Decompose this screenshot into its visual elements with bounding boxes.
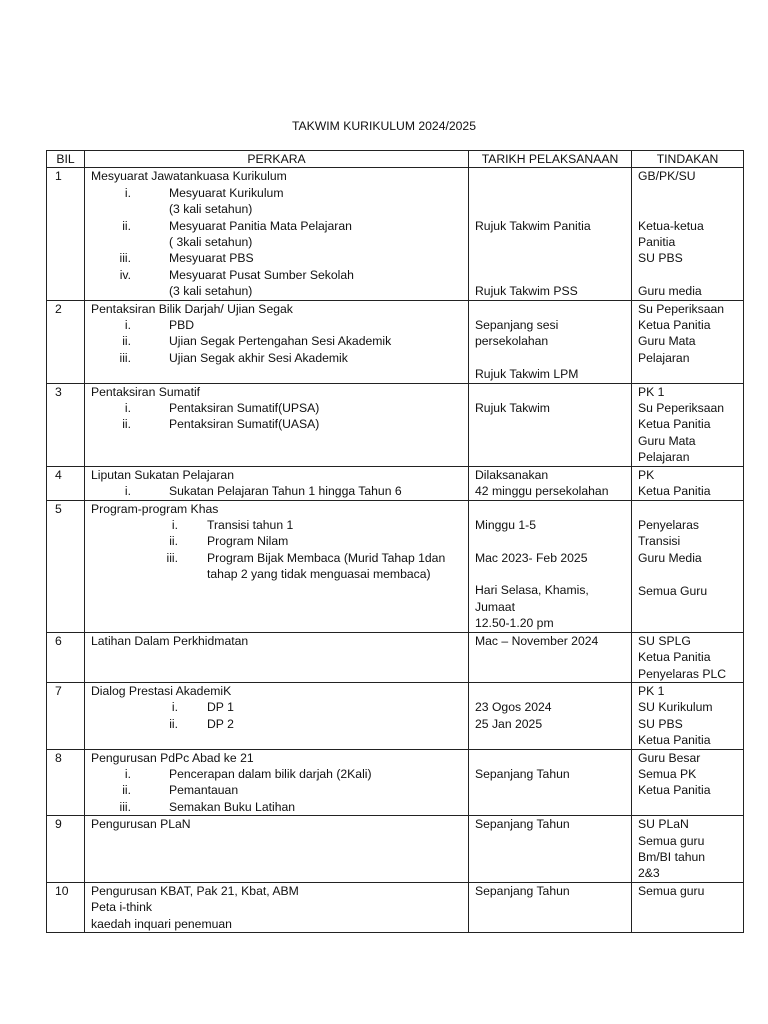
tarikh-line	[475, 234, 625, 250]
tarikh-line: 25 Jan 2025	[475, 716, 543, 731]
tarikh-cell	[469, 300, 632, 383]
tindakan-line: Ketua Panitia	[638, 417, 711, 432]
table-body	[47, 168, 744, 933]
tarikh-cell	[469, 882, 632, 932]
subitem-text: Mesyuarat PBS	[169, 251, 254, 266]
tarikh-line	[475, 683, 625, 699]
subitem-number: i.	[171, 517, 178, 532]
perkara-cell	[85, 632, 469, 682]
perkara-subitem	[91, 400, 462, 416]
perkara-heading: Pengurusan PLaN	[91, 817, 191, 832]
tarikh-line	[475, 301, 625, 317]
tindakan-cell	[632, 882, 744, 932]
perkara-subitem	[91, 716, 462, 732]
tindakan-cell	[632, 466, 744, 500]
tindakan-line: Ketua Panitia	[638, 650, 711, 665]
subitem-text: Program Nilam	[207, 534, 289, 549]
tindakan-line: Semua guru	[638, 833, 705, 848]
tindakan-line: Guru Media	[638, 550, 702, 565]
subitem-text: Transisi tahun 1	[207, 517, 294, 532]
subitem-text: Mesyuarat Kurikulum	[169, 185, 284, 200]
tarikh-line: Jumaat	[475, 599, 515, 614]
tindakan-line: SU PBS	[638, 251, 683, 266]
header-bil: BIL	[47, 151, 85, 168]
tarikh-cell	[469, 816, 632, 883]
table-row	[47, 816, 744, 883]
tindakan-line: Ketua-ketua	[638, 218, 704, 233]
subitem-text: Mesyuarat Panitia Mata Pelajaran	[169, 218, 352, 233]
subitem-text: ( 3kali setahun)	[169, 235, 253, 250]
tarikh-line	[475, 201, 625, 217]
tarikh-line: Rujuk Takwim Panitia	[475, 218, 591, 233]
tindakan-line: Guru media	[638, 284, 702, 299]
subitem-number: ii.	[169, 716, 178, 731]
tindakan-cell	[632, 300, 744, 383]
tindakan-line: Pelajaran	[638, 450, 690, 465]
tarikh-line: Sepanjang Tahun	[475, 766, 570, 781]
perkara-subitem	[91, 550, 462, 583]
perkara-subitem	[91, 699, 462, 715]
tarikh-cell	[469, 383, 632, 466]
tindakan-line: Semua PK	[638, 766, 697, 781]
bil-cell: 7	[47, 682, 85, 749]
perkara-cell	[85, 168, 469, 300]
perkara-heading: Pentaksiran Bilik Darjah/ Ujian Segak	[91, 301, 293, 316]
tindakan-line: Su Peperiksaan	[638, 301, 725, 316]
tarikh-line: Sepanjang sesi	[475, 318, 559, 333]
table-row	[47, 882, 744, 932]
tindakan-cell	[632, 168, 744, 300]
perkara-subitem	[91, 350, 462, 366]
tarikh-cell	[469, 682, 632, 749]
tindakan-line: Semua Guru	[638, 583, 708, 598]
tarikh-line	[475, 267, 625, 283]
subitem-text: (3 kali setahun)	[169, 284, 253, 299]
tindakan-cell	[632, 749, 744, 816]
tarikh-cell	[469, 168, 632, 300]
perkara-subitem	[91, 317, 462, 333]
subitem-text: Pentaksiran Sumatif(UASA)	[169, 417, 320, 432]
perkara-heading: Dialog Prestasi AkademiK	[91, 683, 232, 698]
tarikh-line: 23 Ogos 2024	[475, 700, 552, 715]
tindakan-line: Guru Mata	[638, 433, 696, 448]
subitem-number: iii.	[166, 550, 178, 565]
tarikh-line	[475, 750, 625, 766]
table-row	[47, 749, 744, 816]
subitem-number: ii.	[122, 218, 131, 233]
perkara-subitem	[91, 766, 462, 782]
header-perkara: PERKARA	[85, 151, 469, 168]
tarikh-line: Sepanjang Tahun	[475, 883, 570, 898]
tindakan-cell	[632, 383, 744, 466]
tindakan-cell	[632, 682, 744, 749]
perkara-cell	[85, 466, 469, 500]
perkara-subitem	[91, 267, 462, 283]
bil-cell: 3	[47, 383, 85, 466]
perkara-heading: Program-program Khas	[91, 501, 219, 516]
subitem-text: (3 kali setahun)	[169, 202, 253, 217]
tindakan-line: Ketua Panitia	[638, 783, 711, 798]
perkara-heading: Liputan Sukatan Pelajaran	[91, 467, 234, 482]
subitem-number: ii.	[122, 417, 131, 432]
tindakan-line	[638, 501, 737, 517]
perkara-heading: kaedah inquari penemuan	[91, 916, 232, 931]
subitem-number: i.	[171, 700, 178, 715]
tindakan-line: PK	[638, 467, 655, 482]
tarikh-line: Rujuk Takwim	[475, 401, 550, 416]
tarikh-line	[475, 501, 625, 517]
perkara-subitem	[91, 218, 462, 234]
perkara-subitem	[91, 283, 462, 299]
tindakan-line: Penyelaras	[638, 517, 699, 532]
tarikh-line	[475, 384, 625, 400]
tindakan-line: SU SPLG	[638, 633, 691, 648]
subitem-text: PBD	[169, 318, 195, 333]
perkara-cell	[85, 383, 469, 466]
bil-cell: 4	[47, 466, 85, 500]
tarikh-line: persekolahan	[475, 334, 549, 349]
tarikh-cell	[469, 500, 632, 632]
perkara-cell	[85, 682, 469, 749]
tindakan-line: Pelajaran	[638, 350, 690, 365]
subitem-number: iii.	[119, 350, 131, 365]
tindakan-line: Transisi	[638, 534, 681, 549]
tarikh-line	[475, 185, 625, 201]
subitem-number: iii.	[119, 251, 131, 266]
table-row	[47, 632, 744, 682]
perkara-heading: Pengurusan PdPc Abad ke 21	[91, 750, 254, 765]
subitem-number: ii.	[122, 334, 131, 349]
perkara-cell	[85, 300, 469, 383]
tarikh-line	[475, 168, 625, 184]
subitem-number: iii.	[119, 799, 131, 814]
table-row	[47, 500, 744, 632]
subitem-number	[101, 234, 131, 250]
tarikh-cell	[469, 632, 632, 682]
table-row	[47, 168, 744, 300]
tindakan-line: Ketua Panitia	[638, 484, 711, 499]
tindakan-line: Guru Mata	[638, 334, 696, 349]
tindakan-line: Su Peperiksaan	[638, 401, 725, 416]
tindakan-line: 2&3	[638, 866, 660, 881]
subitem-text: Mesyuarat Pusat Sumber Sekolah	[169, 267, 354, 282]
tarikh-line	[475, 533, 625, 549]
bil-cell: 5	[47, 500, 85, 632]
tindakan-line: PK 1	[638, 384, 665, 399]
perkara-cell	[85, 749, 469, 816]
tindakan-line: Ketua Panitia	[638, 733, 711, 748]
subitem-number: ii.	[122, 783, 131, 798]
table-row	[47, 383, 744, 466]
subitem-number: i.	[124, 766, 131, 781]
perkara-cell	[85, 816, 469, 883]
perkara-subitem	[91, 416, 462, 432]
perkara-cell	[85, 500, 469, 632]
bil-cell: 6	[47, 632, 85, 682]
perkara-heading: Mesyuarat Jawatankuasa Kurikulum	[91, 169, 287, 184]
perkara-heading: Latihan Dalam Perkhidmatan	[91, 633, 249, 648]
tarikh-line: Mac – November 2024	[475, 633, 599, 648]
tindakan-line: Ketua Panitia	[638, 318, 711, 333]
tindakan-line: GB/PK/SU	[638, 169, 696, 184]
tindakan-cell	[632, 632, 744, 682]
document-title: TAKWIM KURIKULUM 2024/2025	[291, 119, 476, 133]
perkara-subitem	[91, 234, 462, 250]
subitem-text: Pencerapan dalam bilik darjah (2Kali)	[169, 766, 372, 781]
tindakan-line: SU Kurikulum	[638, 700, 713, 715]
perkara-subitem	[91, 483, 462, 499]
tarikh-line: Hari Selasa, Khamis,	[475, 583, 589, 598]
subitem-number: i.	[124, 484, 131, 499]
perkara-heading: Pengurusan KBAT, Pak 21, Kbat, ABM	[91, 883, 299, 898]
tarikh-line: Dilaksanakan	[475, 467, 549, 482]
bil-cell: 1	[47, 168, 85, 300]
subitem-text: Pentaksiran Sumatif(UPSA)	[169, 401, 320, 416]
subitem-text: Ujian Segak akhir Sesi Akademik	[169, 350, 348, 365]
tarikh-line: 12.50-1.20 pm	[475, 616, 554, 631]
bil-cell: 10	[47, 882, 85, 932]
subitem-text: Sukatan Pelajaran Tahun 1 hingga Tahun 6	[169, 484, 402, 499]
subitem-number: i.	[124, 185, 131, 200]
tarikh-line	[475, 566, 625, 582]
table-header-row	[47, 151, 744, 168]
tindakan-cell	[632, 500, 744, 632]
perkara-subitem	[91, 185, 462, 201]
tarikh-cell	[469, 466, 632, 500]
tarikh-cell	[469, 749, 632, 816]
perkara-subitem	[91, 533, 462, 549]
subitem-text: DP 2	[207, 716, 234, 731]
tarikh-line: Mac 2023- Feb 2025	[475, 550, 588, 565]
bil-cell: 8	[47, 749, 85, 816]
tarikh-line	[475, 250, 625, 266]
perkara-subitem	[91, 799, 462, 815]
subitem-number	[101, 283, 131, 299]
bil-cell: 2	[47, 300, 85, 383]
subitem-number: i.	[124, 318, 131, 333]
subitem-number: i.	[124, 401, 131, 416]
subitem-text: DP 1	[207, 700, 234, 715]
subitem-number: iv.	[119, 267, 131, 282]
subitem-text: Pemantauan	[169, 783, 239, 798]
subitem-text: Semakan Buku Latihan	[169, 799, 296, 814]
tarikh-line: Rujuk Takwim PSS	[475, 284, 578, 299]
tarikh-line: Rujuk Takwim LPM	[475, 367, 579, 382]
subitem-text: Ujian Segak Pertengahan Sesi Akademik	[169, 334, 392, 349]
tindakan-line: Semua guru	[638, 883, 705, 898]
tindakan-line: Penyelaras PLC	[638, 666, 727, 681]
header-tindakan: TINDAKAN	[632, 151, 744, 168]
perkara-subitem	[91, 517, 462, 533]
perkara-heading: Pentaksiran Sumatif	[91, 384, 201, 399]
bil-cell: 9	[47, 816, 85, 883]
perkara-cell	[85, 882, 469, 932]
tindakan-line	[638, 185, 737, 201]
tindakan-line	[638, 267, 737, 283]
tindakan-line: Bm/BI tahun	[638, 849, 706, 864]
tindakan-line: SU PLaN	[638, 817, 689, 832]
tarikh-line: Minggu 1-5	[475, 517, 536, 532]
table-row	[47, 466, 744, 500]
takwim-table	[46, 150, 744, 933]
tindakan-line: PK 1	[638, 683, 665, 698]
tarikh-line: Sepanjang Tahun	[475, 817, 570, 832]
subitem-number	[101, 201, 131, 217]
tarikh-line: 42 minggu persekolahan	[475, 484, 609, 499]
tindakan-line: Guru Besar	[638, 750, 701, 765]
perkara-subitem	[91, 201, 462, 217]
table-row	[47, 682, 744, 749]
perkara-subitem	[91, 333, 462, 349]
header-tarikh: TARIKH PELAKSANAAN	[469, 151, 632, 168]
tindakan-line: SU PBS	[638, 716, 683, 731]
perkara-subitem	[91, 782, 462, 798]
perkara-subitem	[91, 250, 462, 266]
tarikh-line	[475, 350, 625, 366]
tindakan-cell	[632, 816, 744, 883]
subitem-text: Program Bijak Membaca (Murid Tahap 1dan tahap 2 yang tidak menguasai membaca)	[207, 550, 446, 582]
tindakan-line	[638, 201, 737, 217]
perkara-heading: Peta i-think	[91, 900, 152, 915]
subitem-number: ii.	[169, 534, 178, 549]
table-row	[47, 300, 744, 383]
tindakan-line	[638, 566, 737, 582]
tindakan-line: Panitia	[638, 235, 676, 249]
